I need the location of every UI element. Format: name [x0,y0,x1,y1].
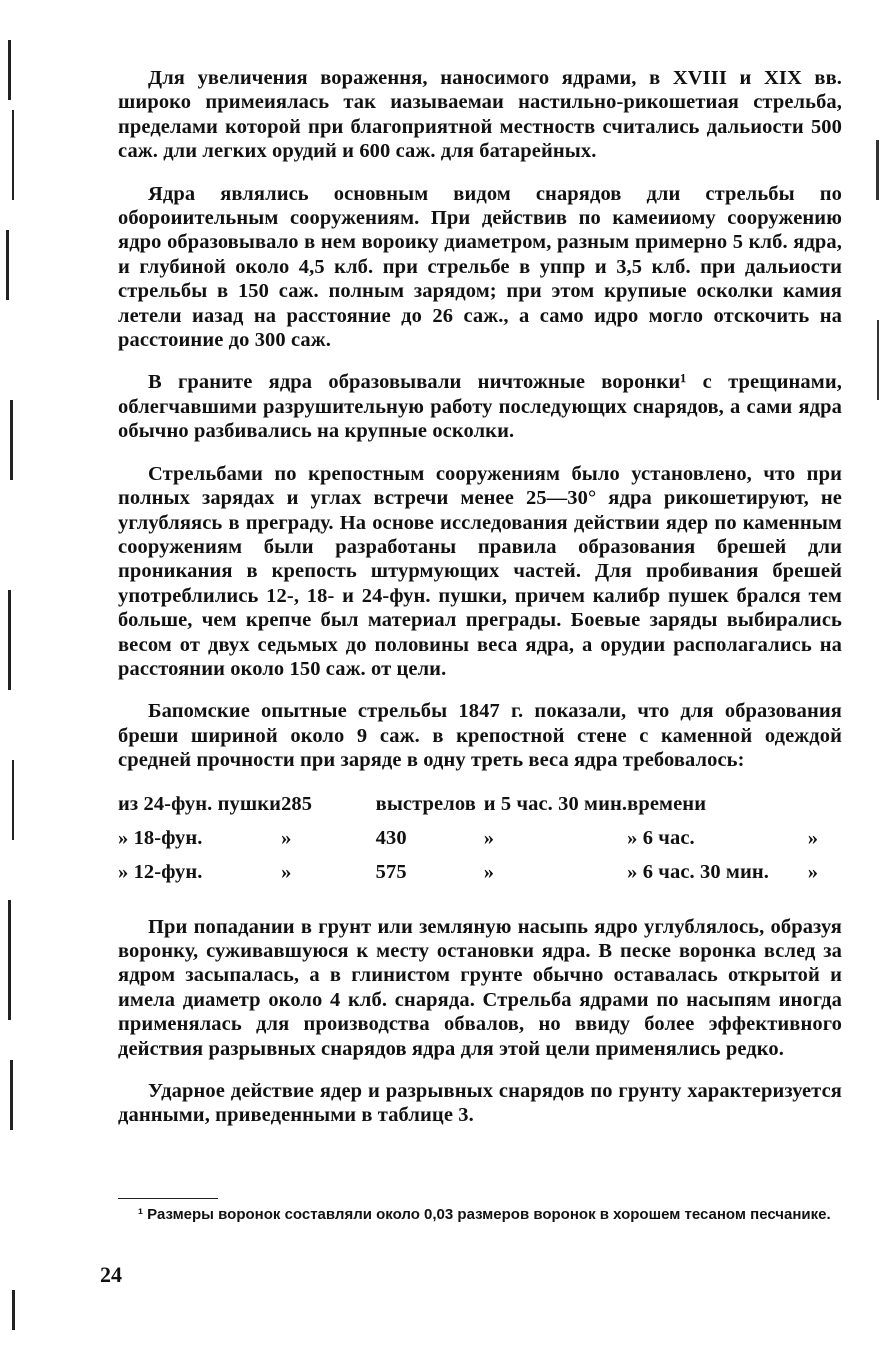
table-cell: » 18-фун. [118,827,203,850]
table-cell: » [807,861,819,884]
table-cell: 285 [281,793,313,816]
table-cell: » [281,827,292,850]
table-cell: из 24-фун. пушки [118,793,282,816]
table-cell: времени [627,793,707,816]
table-row [118,825,842,859]
page-number: 24 [100,1262,122,1287]
right-edge-mark [877,320,879,400]
paragraph: Стрельбами по крепостным сооружениям было установлено, что при полных зарядах и углах встречи менее 25—30° ядра рикошетируют, не углубляясь в преграду. На основе исследования действии ядер по каменным сооружениям были разработаны правила образования брешей дли проникания в крепость штурмующих частей. Для пробивания брешей употреблились 12-, 18- и 24-фун. пушки, причем калибр пушек брался тем больше, чем крепче был материал преграды. Боевые заряды выбирались весом от двух седьмых до половины веса ядра, а орудии располагались на расстоянии около 150 саж. от цели. [118,462,842,680]
paragraph: Для увеличения вораження, наносимого ядрами, в XVIII и XIX вв. широко примеиялась так иазываемаи настильно-рикошетиая стрельба, пределами которой при благоприятной местноств считались дальиости 500 саж. дли легких орудий и 600 саж. для батарейных. [118,67,842,163]
table-row [118,791,842,825]
paragraph: Бапомские опытные стрельбы 1847 г. показали, что для образования бреши шириной около 9 саж. в крепостной стене с каменной одеждой средней прочности при заряде в одну треть веса ядра требовалось: [118,700,842,772]
table-cell [808,791,842,825]
table-cell: 575 [375,861,407,884]
paragraph: В граните ядра образовывали ничтожные воронки¹ с трещинами, облегчавшими разрушительную работу последующих снарядов, а сами ядра обычно разбивались на крупные осколки. [118,371,842,443]
table-cell: » 12-фун. [118,861,203,884]
table-row [118,859,842,893]
table-cell: » [483,827,495,850]
right-edge-mark [876,140,879,200]
table-cell: » 6 час. 30 мин. [627,861,770,884]
table-cell: 430 [375,827,407,850]
paragraph: Ударное действие ядер и разрывных снарядов по грунту характеризуется данными, приведенными в таблице 3. [118,1080,842,1127]
table-cell: выстрелов [375,793,476,816]
table-cell: » [483,861,495,884]
table-cell: » [807,827,819,850]
paragraph: Ядра являлись основным видом снарядов дли стрельбы по обороиительным сооружениям. При действив по камеииому сооружению ядро образовывало в нем вороику диаметром, разным примерно 5 клб. ядра, и глубиной около 4,5 клб. при стрельбе в уппр и 3,5 клб. при дальиости стрельбы в 150 саж. полным зарядом; при этом крупиые осколки камия летели иазад на расстояние до 26 саж., а само идро могло отскочить на расстоиние до 300 саж. [118,182,842,352]
table-cell: » 6 час. [627,827,695,850]
paragraph: При попадании в грунт или земляную насыпь ядро углублялось, образуя воронку, суживавшуюся к месту остановки ядра. В песке воронка вслед за ядром засыпалась, а в глинистом грунте обычно оставалась открытой и имела диаметр около 4 клб. снаряда. Стрельба ядрами по насыпям иногда применялась для производства обвалов, но ввиду более эффективного действия разрывных снарядов ядра для этой цели применялись редко. [118,915,842,1060]
breach-shots-table [118,791,842,893]
binding-edge-shadow [0,0,40,1348]
main-text [118,66,842,1146]
footnote: ¹ Размеры воронок составляли около 0,03 размеров воронок в хорошем тесаном песчанике. [138,1206,831,1223]
footnote-rule [118,1198,218,1199]
table-cell: » [281,861,292,884]
table-cell: и 5 час. 30 мин. [483,793,628,816]
